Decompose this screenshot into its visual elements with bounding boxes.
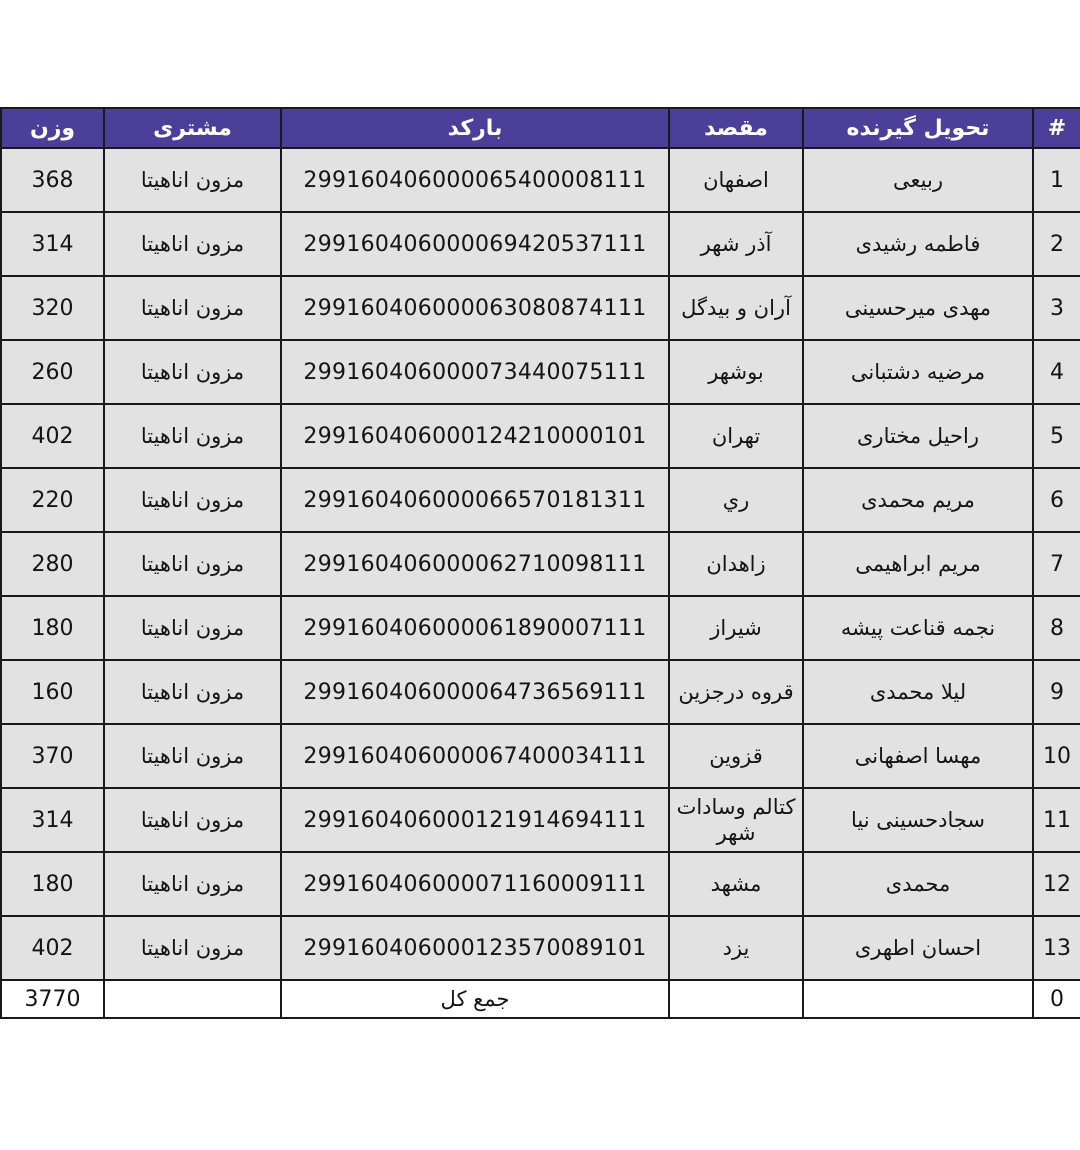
- cell-destination[interactable]: قروه درجزین: [669, 660, 803, 724]
- cell-barcode[interactable]: 299160406000061890007111: [281, 596, 669, 660]
- cell-destination[interactable]: تهران: [669, 404, 803, 468]
- cell-customer[interactable]: مزون اناهیتا: [104, 468, 281, 532]
- cell-barcode[interactable]: 299160406000071160009111: [281, 852, 669, 916]
- cell-index[interactable]: 3: [1033, 276, 1080, 340]
- table-body: [1, 148, 1080, 980]
- cell-index[interactable]: 1: [1033, 148, 1080, 212]
- cell-recipient[interactable]: لیلا محمدی: [803, 660, 1033, 724]
- cell-weight[interactable]: 180: [1, 852, 104, 916]
- cell-index[interactable]: 12: [1033, 852, 1080, 916]
- cell-weight[interactable]: 402: [1, 916, 104, 980]
- table-row: [1, 724, 1080, 788]
- cell-customer[interactable]: مزون اناهیتا: [104, 276, 281, 340]
- cell-destination[interactable]: آران و بیدگل: [669, 276, 803, 340]
- table-row: [1, 916, 1080, 980]
- cell-index[interactable]: 10: [1033, 724, 1080, 788]
- cell-recipient[interactable]: سجادحسینی نیا: [803, 788, 1033, 852]
- cell-recipient[interactable]: مهدی میرحسینی: [803, 276, 1033, 340]
- column-header-recipient[interactable]: تحویل گیرنده: [803, 108, 1033, 148]
- table-row: [1, 404, 1080, 468]
- table-row: [1, 276, 1080, 340]
- cell-destination[interactable]: آذر شهر: [669, 212, 803, 276]
- cell-index[interactable]: 13: [1033, 916, 1080, 980]
- cell-weight[interactable]: 280: [1, 532, 104, 596]
- table-row: [1, 468, 1080, 532]
- cell-weight[interactable]: 320: [1, 276, 104, 340]
- cell-barcode[interactable]: 299160406000065400008111: [281, 148, 669, 212]
- cell-recipient[interactable]: مریم محمدی: [803, 468, 1033, 532]
- cell-destination[interactable]: شیراز: [669, 596, 803, 660]
- cell-destination[interactable]: مشهد: [669, 852, 803, 916]
- cell-index[interactable]: 6: [1033, 468, 1080, 532]
- shipment-table: [0, 107, 1080, 1019]
- cell-weight[interactable]: 368: [1, 148, 104, 212]
- cell-barcode[interactable]: 299160406000123570089101: [281, 916, 669, 980]
- cell-customer[interactable]: مزون اناهیتا: [104, 340, 281, 404]
- total-row-empty-recipient[interactable]: [803, 980, 1033, 1018]
- table-footer: [1, 980, 1080, 1018]
- cell-barcode[interactable]: 299160406000069420537111: [281, 212, 669, 276]
- column-header-barcode[interactable]: بارکد: [281, 108, 669, 148]
- cell-destination[interactable]: بوشهر: [669, 340, 803, 404]
- cell-customer[interactable]: مزون اناهیتا: [104, 532, 281, 596]
- cell-destination[interactable]: اصفهان: [669, 148, 803, 212]
- column-header-index[interactable]: #: [1033, 108, 1080, 148]
- cell-customer[interactable]: مزون اناهیتا: [104, 148, 281, 212]
- cell-weight[interactable]: 314: [1, 212, 104, 276]
- cell-index[interactable]: 4: [1033, 340, 1080, 404]
- header-row: [1, 108, 1080, 148]
- cell-barcode[interactable]: 299160406000062710098111: [281, 532, 669, 596]
- cell-index[interactable]: 11: [1033, 788, 1080, 852]
- cell-barcode[interactable]: 299160406000067400034111: [281, 724, 669, 788]
- cell-customer[interactable]: مزون اناهیتا: [104, 596, 281, 660]
- cell-weight[interactable]: 370: [1, 724, 104, 788]
- total-row-empty-destination[interactable]: [669, 980, 803, 1018]
- column-header-destination[interactable]: مقصد: [669, 108, 803, 148]
- cell-customer[interactable]: مزون اناهیتا: [104, 212, 281, 276]
- cell-barcode[interactable]: 299160406000121914694111: [281, 788, 669, 852]
- cell-barcode[interactable]: 299160406000063080874111: [281, 276, 669, 340]
- cell-index[interactable]: 9: [1033, 660, 1080, 724]
- cell-recipient[interactable]: محمدی: [803, 852, 1033, 916]
- cell-barcode[interactable]: 299160406000073440075111: [281, 340, 669, 404]
- table-header: [1, 108, 1080, 148]
- cell-weight[interactable]: 260: [1, 340, 104, 404]
- cell-customer[interactable]: مزون اناهیتا: [104, 660, 281, 724]
- cell-recipient[interactable]: ربیعی: [803, 148, 1033, 212]
- cell-destination[interactable]: کتالم وسادات شهر: [669, 788, 803, 852]
- cell-weight[interactable]: 180: [1, 596, 104, 660]
- cell-recipient[interactable]: مرضیه دشتبانی: [803, 340, 1033, 404]
- cell-customer[interactable]: مزون اناهیتا: [104, 724, 281, 788]
- table-row: [1, 788, 1080, 852]
- cell-recipient[interactable]: فاطمه رشیدی: [803, 212, 1033, 276]
- cell-index[interactable]: 5: [1033, 404, 1080, 468]
- cell-destination[interactable]: یزد: [669, 916, 803, 980]
- table-row: [1, 596, 1080, 660]
- cell-weight[interactable]: 220: [1, 468, 104, 532]
- cell-recipient[interactable]: احسان اطهری: [803, 916, 1033, 980]
- total-label[interactable]: جمع کل: [281, 980, 669, 1018]
- total-row: [1, 980, 1080, 1018]
- cell-customer[interactable]: مزون اناهیتا: [104, 916, 281, 980]
- cell-index[interactable]: 7: [1033, 532, 1080, 596]
- table-row: [1, 532, 1080, 596]
- cell-recipient[interactable]: نجمه قناعت پیشه: [803, 596, 1033, 660]
- cell-index[interactable]: 2: [1033, 212, 1080, 276]
- total-weight[interactable]: 3770: [1, 980, 104, 1018]
- cell-recipient[interactable]: راحیل مختاری: [803, 404, 1033, 468]
- cell-index[interactable]: 8: [1033, 596, 1080, 660]
- cell-weight[interactable]: 160: [1, 660, 104, 724]
- cell-barcode[interactable]: 299160406000124210000101: [281, 404, 669, 468]
- cell-customer[interactable]: مزون اناهیتا: [104, 404, 281, 468]
- cell-barcode[interactable]: 299160406000064736569111: [281, 660, 669, 724]
- cell-destination[interactable]: ري: [669, 468, 803, 532]
- cell-destination[interactable]: قزوین: [669, 724, 803, 788]
- cell-recipient[interactable]: مهسا اصفهانی: [803, 724, 1033, 788]
- cell-weight[interactable]: 402: [1, 404, 104, 468]
- shipment-sheet: [0, 107, 1080, 1019]
- column-header-weight[interactable]: وزن: [1, 108, 104, 148]
- cell-weight[interactable]: 314: [1, 788, 104, 852]
- total-row-index[interactable]: 0: [1033, 980, 1080, 1018]
- cell-customer[interactable]: مزون اناهیتا: [104, 788, 281, 852]
- table-row: [1, 852, 1080, 916]
- cell-recipient[interactable]: مریم ابراهیمی: [803, 532, 1033, 596]
- cell-destination[interactable]: زاهدان: [669, 532, 803, 596]
- table-row: [1, 340, 1080, 404]
- total-row-empty-customer[interactable]: [104, 980, 281, 1018]
- table-row: [1, 148, 1080, 212]
- table-row: [1, 660, 1080, 724]
- table-row: [1, 212, 1080, 276]
- cell-barcode[interactable]: 299160406000066570181311: [281, 468, 669, 532]
- column-header-customer[interactable]: مشتری: [104, 108, 281, 148]
- cell-customer[interactable]: مزون اناهیتا: [104, 852, 281, 916]
